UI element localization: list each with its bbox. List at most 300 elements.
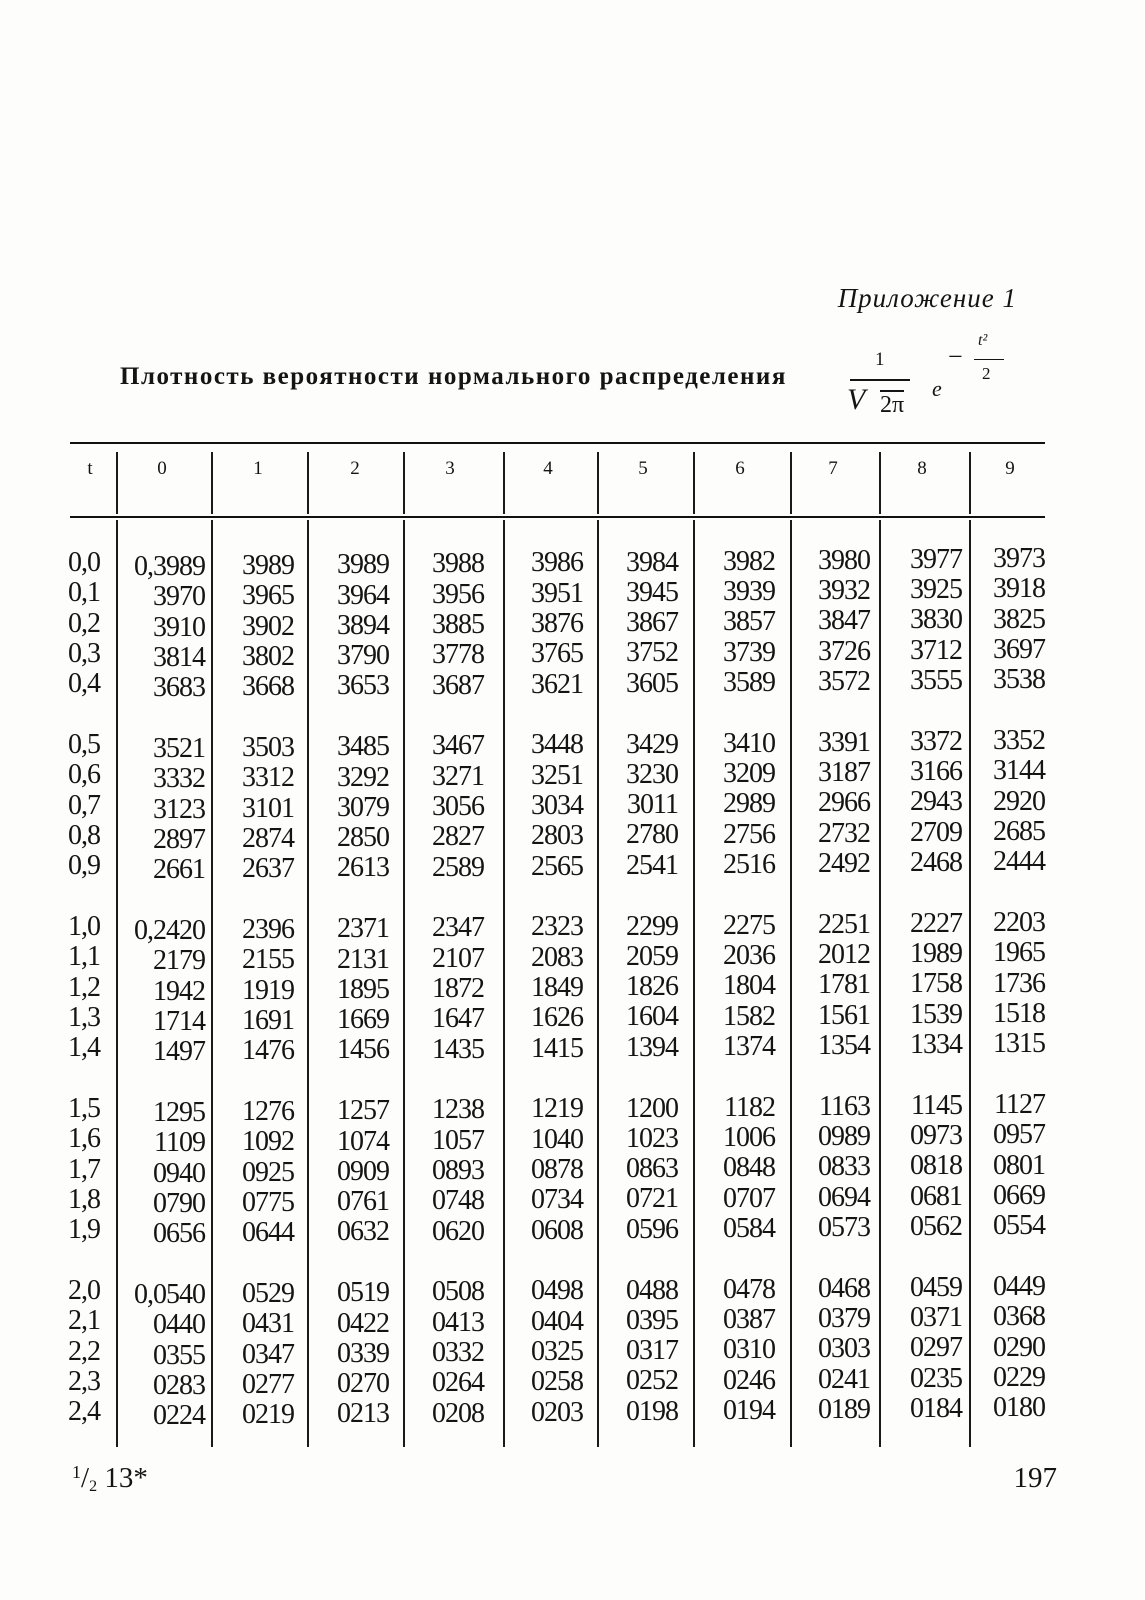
header-divider: [503, 452, 505, 514]
table-cell: 2732: [818, 817, 870, 849]
table-cell: 2780: [626, 819, 678, 851]
table-cell: 3292: [337, 761, 389, 793]
row-label: 0,0: [68, 547, 100, 578]
column-header: 6: [735, 458, 745, 479]
table-cell: 3847: [818, 605, 870, 637]
table-cell: 3572: [818, 665, 870, 697]
formula-exponent-base: e: [932, 376, 942, 401]
table-cell: 3687: [432, 669, 484, 701]
table-cell: 3101: [242, 792, 294, 824]
table-cell: 3271: [432, 760, 484, 792]
table-cell: 3538: [993, 664, 1045, 696]
table-cell: 0449: [993, 1270, 1045, 1302]
table-cell: 3925: [910, 574, 962, 606]
table-cell: 3683: [153, 672, 205, 704]
table-cell: 0529: [242, 1278, 294, 1310]
column-header-t: t: [87, 458, 93, 479]
table-cell: 3790: [337, 640, 389, 672]
formula-fraction-bar: [850, 379, 910, 381]
row-label: 0,4: [68, 668, 100, 700]
table-cell: 0488: [626, 1274, 678, 1306]
table-cell: 0347: [242, 1338, 294, 1370]
table-cell: 1276: [242, 1096, 294, 1128]
table-cell: 1691: [242, 1005, 294, 1037]
table-cell: 1919: [242, 974, 294, 1006]
printer-signature: [72, 1462, 148, 1496]
table-cell: 3951: [531, 577, 583, 609]
table-cell: 3918: [993, 573, 1045, 605]
table-cell: 3977: [910, 543, 962, 575]
table-cell: 0283: [153, 1369, 205, 1401]
table-cell: 0277: [242, 1369, 294, 1401]
table-cell: 2920: [993, 785, 1045, 817]
table-cell: 3932: [818, 575, 870, 607]
row-label: 0,7: [68, 789, 100, 821]
table-cell: 2203: [993, 906, 1045, 938]
table-cell: 3825: [993, 603, 1045, 635]
table-cell: 3056: [432, 790, 484, 822]
row-label: 0,6: [68, 759, 100, 791]
table-cell: 0863: [626, 1153, 678, 1185]
table-cell: 0940: [153, 1157, 205, 1189]
table-cell: 0608: [531, 1214, 583, 1246]
table-cell: 0818: [910, 1150, 962, 1182]
table-cell: 0252: [626, 1365, 678, 1397]
table-cell: 3123: [153, 793, 205, 825]
table-cell: 3312: [242, 762, 294, 794]
signature-fraction-numerator: 1: [72, 1462, 81, 1482]
table-cell: 3752: [626, 637, 678, 669]
signature-fraction-separator: /: [81, 1462, 90, 1494]
header-divider: [307, 452, 309, 514]
table-cell: 3429: [626, 728, 678, 760]
table-cell: 2541: [626, 849, 678, 881]
table-cell: 2943: [910, 786, 962, 818]
table-cell: 0573: [818, 1211, 870, 1243]
table-cell: 1989: [910, 938, 962, 970]
table-cell: 1182: [724, 1091, 775, 1123]
table-cell: 1435: [432, 1033, 484, 1065]
header-divider: [969, 452, 971, 514]
signature-rest: 13*: [104, 1462, 148, 1494]
table-cell: 1561: [818, 999, 870, 1031]
table-cell: 3485: [337, 731, 389, 763]
table-cell: 0194: [723, 1394, 775, 1426]
header-divider: [116, 452, 118, 514]
table-cell: 3391: [818, 726, 870, 758]
table-cell: 1315: [993, 1028, 1045, 1060]
table-cell: 0290: [993, 1331, 1045, 1363]
table-cell: 0833: [818, 1151, 870, 1183]
table-cell: 0878: [531, 1154, 583, 1186]
table-cell: 0213: [337, 1398, 389, 1430]
table-cell: 2227: [910, 907, 962, 939]
table-cell: 0264: [432, 1367, 484, 1399]
row-label: 2,4: [68, 1396, 100, 1428]
table-cell: 1092: [242, 1126, 294, 1158]
table-cell: 3144: [993, 755, 1045, 787]
table-cell: 3989: [242, 550, 294, 582]
table-cell: 1826: [626, 971, 678, 1003]
row-label: 1,2: [68, 971, 100, 1003]
row-label: 1,8: [68, 1183, 100, 1215]
table-cell: 1354: [818, 1029, 870, 1061]
table-cell: 1539: [910, 998, 962, 1030]
table-cell: 2396: [242, 914, 294, 946]
table-cell: 2347: [432, 912, 484, 944]
table-cell: 3410: [723, 727, 775, 759]
header-divider: [693, 452, 695, 514]
row-label: 2,0: [68, 1275, 100, 1306]
table-cell: 3970: [153, 581, 205, 613]
table-cell: 3555: [910, 665, 962, 697]
column-header: 9: [1005, 458, 1015, 479]
table-cell: 3697: [993, 633, 1045, 665]
table-header-rule: [70, 516, 1045, 518]
table-cell: 2827: [432, 821, 484, 853]
table-cell: 0189: [818, 1393, 870, 1425]
table-cell: 3187: [818, 757, 870, 789]
table-cell: 3876: [531, 608, 583, 640]
formula-radical-sign: V: [847, 383, 866, 416]
table-cell: 0219: [242, 1399, 294, 1431]
table-cell: 2251: [818, 908, 870, 940]
table-cell: 0694: [818, 1181, 870, 1213]
row-label: 0,1: [68, 577, 100, 609]
table-cell: 2131: [337, 943, 389, 975]
table-cell: 3902: [242, 610, 294, 642]
table-cell: 0270: [337, 1368, 389, 1400]
table-cell: 0989: [818, 1121, 870, 1153]
row-label: 0,5: [68, 729, 100, 760]
table-cell: 2468: [910, 847, 962, 879]
table-cell: 1257: [337, 1095, 389, 1127]
table-cell: 1714: [153, 1005, 205, 1037]
table-cell: 3945: [626, 576, 678, 608]
table-cell: 2371: [337, 913, 389, 945]
table-cell: 0973: [910, 1120, 962, 1152]
table-cell: 0235: [910, 1362, 962, 1394]
table-cell: 0459: [910, 1271, 962, 1303]
table-cell: 2613: [337, 852, 389, 884]
table-cell: 0893: [432, 1154, 484, 1186]
table-cell: 2107: [432, 942, 484, 974]
table-cell: 2803: [531, 820, 583, 852]
table-cell: 3939: [723, 575, 775, 607]
table-cell: 0198: [626, 1395, 678, 1427]
table-cell: 1942: [153, 975, 205, 1007]
table-cell: 1849: [531, 972, 583, 1004]
table-cell: 3230: [626, 758, 678, 790]
table-cell: 2661: [153, 854, 205, 886]
page-title: Плотность вероятности нормального распределения: [120, 363, 787, 390]
table-cell: 0562: [910, 1211, 962, 1243]
row-label: 1,3: [68, 1001, 100, 1033]
table-cell: 1295: [153, 1097, 205, 1129]
table-cell: 2709: [910, 816, 962, 848]
table-cell: 0468: [818, 1272, 870, 1304]
density-formula: [842, 332, 1022, 430]
table-cell: 0208: [432, 1397, 484, 1429]
table-cell: 1518: [993, 997, 1045, 1029]
row-label: 0,2: [68, 607, 100, 639]
table-cell: 0184: [910, 1393, 962, 1425]
table-cell: 3521: [153, 733, 205, 765]
header-divider: [790, 452, 792, 514]
table-cell: 0748: [432, 1185, 484, 1217]
table-cell: 0332: [432, 1336, 484, 1368]
table-cell: 0957: [993, 1119, 1045, 1151]
row-label: 2,2: [68, 1335, 100, 1367]
table-cell: 2059: [626, 940, 678, 972]
table-cell: 1895: [337, 973, 389, 1005]
table-cell: 0761: [337, 1186, 389, 1218]
table-cell: 3209: [723, 757, 775, 789]
table-cell: 0925: [242, 1156, 294, 1188]
table-cell: 0241: [818, 1363, 870, 1395]
table-cell: 1334: [910, 1029, 962, 1061]
table-cell: 1127: [994, 1088, 1045, 1120]
table-cell: 1736: [993, 967, 1045, 999]
column-header: 7: [828, 458, 838, 479]
table-cell: 2989: [723, 788, 775, 820]
table-cell: 0,3989: [134, 551, 205, 583]
table-cell: 3034: [531, 790, 583, 822]
table-cell: 1476: [242, 1035, 294, 1067]
table-cell: 3814: [153, 641, 205, 673]
table-cell: 2275: [723, 909, 775, 941]
table-cell: 3964: [337, 579, 389, 611]
table-cell: 3621: [531, 668, 583, 700]
table-cell: 0229: [993, 1361, 1045, 1393]
table-cell: 0224: [153, 1400, 205, 1432]
column-header: 0: [157, 458, 167, 479]
column-header: 1: [253, 458, 263, 479]
table-cell: 0632: [337, 1216, 389, 1248]
header-divider: [403, 452, 405, 514]
table-cell: 1394: [626, 1031, 678, 1063]
table-cell: 0554: [993, 1210, 1045, 1242]
table-cell: 0180: [993, 1392, 1045, 1424]
table-cell: 3079: [337, 791, 389, 823]
signature-fraction-denominator: 2: [89, 1478, 98, 1495]
table-cell: 0790: [153, 1187, 205, 1219]
column-header: 5: [638, 458, 648, 479]
table-cell: 3988: [432, 548, 484, 580]
table-cell: 2897: [153, 823, 205, 855]
table-cell: 1415: [531, 1032, 583, 1064]
row-label: 0,3: [68, 637, 100, 669]
table-cell: 3982: [723, 545, 775, 577]
table-cell: 2589: [432, 851, 484, 883]
header-divider: [597, 452, 599, 514]
table-cell: 0339: [337, 1337, 389, 1369]
table-cell: 0508: [432, 1276, 484, 1308]
row-label: 1,4: [68, 1032, 100, 1064]
table-cell: 3802: [242, 641, 294, 673]
table-cell: 2516: [723, 848, 775, 880]
table-cell: 0355: [153, 1339, 205, 1371]
table-cell: 0734: [531, 1184, 583, 1216]
table-cell: 3251: [531, 759, 583, 791]
table-cell: 2012: [818, 939, 870, 971]
table-cell: 0413: [432, 1306, 484, 1338]
table-cell: 3956: [432, 578, 484, 610]
table-cell: 2444: [993, 846, 1045, 878]
table-cell: 1965: [993, 937, 1045, 969]
row-label: 1,1: [68, 941, 100, 973]
row-label: 1,9: [68, 1214, 100, 1246]
table-cell: 2685: [993, 815, 1045, 847]
column-divider: [116, 520, 118, 1447]
table-cell: 1781: [818, 969, 870, 1001]
table-cell: 3352: [993, 724, 1045, 756]
table-cell: 3653: [337, 670, 389, 702]
table-cell: 3989: [337, 549, 389, 581]
table-cell: 0379: [818, 1303, 870, 1335]
table-cell: 2874: [242, 823, 294, 855]
header-divider: [879, 452, 881, 514]
table-cell: 0,2420: [134, 915, 205, 947]
table-top-rule: [70, 442, 1045, 444]
table-cell: 2083: [531, 941, 583, 973]
table-cell: 3011: [627, 789, 678, 821]
row-label: 1,7: [68, 1153, 100, 1185]
table-cell: 3166: [910, 756, 962, 788]
table-cell: 3965: [242, 580, 294, 612]
table-cell: 0620: [432, 1215, 484, 1247]
table-cell: 0404: [531, 1305, 583, 1337]
table-cell: 0596: [626, 1213, 678, 1245]
table-cell: 0775: [242, 1187, 294, 1219]
table-cell: 0644: [242, 1217, 294, 1249]
table-cell: 0325: [531, 1336, 583, 1368]
table-cell: 3885: [432, 608, 484, 640]
table-cell: 3668: [242, 671, 294, 703]
page-number: 197: [1013, 1462, 1057, 1494]
table-cell: 0909: [337, 1155, 389, 1187]
table-cell: 1647: [432, 1003, 484, 1035]
table-cell: 2637: [242, 853, 294, 885]
formula-exponent-numerator: t²: [978, 332, 988, 349]
table-cell: 0584: [723, 1212, 775, 1244]
table-cell: 3467: [432, 730, 484, 762]
table-cell: 2299: [626, 910, 678, 942]
table-cell: 3857: [723, 606, 775, 638]
table-cell: 2179: [153, 945, 205, 977]
table-cell: 3894: [337, 609, 389, 641]
table-cell: 3984: [626, 546, 678, 578]
table-cell: 1200: [626, 1092, 678, 1124]
row-label: 1,0: [68, 911, 100, 942]
table-cell: 3867: [626, 607, 678, 639]
table-cell: 1057: [432, 1124, 484, 1156]
table-cell: 1456: [337, 1034, 389, 1066]
table-cell: 1145: [911, 1089, 962, 1121]
formula-exponent-denominator: 2: [982, 364, 991, 383]
table-cell: 3973: [993, 542, 1045, 574]
table-cell: 1497: [153, 1036, 205, 1068]
table-cell: 2756: [723, 818, 775, 850]
table-cell: 0422: [337, 1307, 389, 1339]
table-cell: 1109: [154, 1127, 205, 1159]
table-cell: 2492: [818, 847, 870, 879]
table-cell: 0478: [723, 1273, 775, 1305]
table-cell: 0297: [910, 1332, 962, 1364]
row-label: 1,6: [68, 1123, 100, 1155]
table-cell: 2850: [337, 822, 389, 854]
table-cell: 3372: [910, 725, 962, 757]
table-cell: 0656: [153, 1218, 205, 1250]
table-cell: 3503: [242, 732, 294, 764]
table-cell: 0519: [337, 1277, 389, 1309]
table-cell: 1669: [337, 1004, 389, 1036]
table-cell: 3739: [723, 636, 775, 668]
table-cell: 2155: [242, 944, 294, 976]
table-cell: 3332: [153, 763, 205, 795]
table-cell: 0371: [910, 1302, 962, 1334]
column-header: 3: [445, 458, 455, 479]
row-label: 0,9: [68, 850, 100, 882]
row-label: 0,8: [68, 819, 100, 851]
table-cell: 0317: [626, 1335, 678, 1367]
formula-exponent-bar: [974, 359, 1004, 360]
table-cell: 3605: [626, 667, 678, 699]
table-cell: 1163: [819, 1090, 870, 1122]
table-cell: 0395: [626, 1304, 678, 1336]
table-cell: 0721: [626, 1183, 678, 1215]
formula-numerator: 1: [875, 349, 885, 370]
table-cell: 2565: [531, 850, 583, 882]
table-cell: 3712: [910, 634, 962, 666]
table-cell: 3986: [531, 547, 583, 579]
table-cell: 0368: [993, 1301, 1045, 1333]
table-cell: 0498: [531, 1275, 583, 1307]
column-header: 2: [350, 458, 360, 479]
table-cell: 1604: [626, 1001, 678, 1033]
table-cell: 0707: [723, 1182, 775, 1214]
table-cell: 0203: [531, 1396, 583, 1428]
table-cell: 3765: [531, 638, 583, 670]
column-header: 8: [917, 458, 927, 479]
table-cell: 1219: [531, 1093, 583, 1125]
table-cell: 0431: [242, 1308, 294, 1340]
header-divider: [211, 452, 213, 514]
table-cell: 0246: [723, 1364, 775, 1396]
table-cell: 1023: [626, 1122, 678, 1154]
table-cell: 2323: [531, 911, 583, 943]
table-cell: 1074: [337, 1125, 389, 1157]
table-cell: 3589: [723, 666, 775, 698]
table-cell: 3830: [910, 604, 962, 636]
row-label: 1,5: [68, 1093, 100, 1124]
appendix-label: Приложение 1: [837, 283, 1017, 313]
table-cell: 3980: [818, 544, 870, 576]
table-cell: 1582: [723, 1000, 775, 1032]
row-label: 2,1: [68, 1305, 100, 1337]
table-cell: 0681: [910, 1180, 962, 1212]
table-cell: 3910: [153, 611, 205, 643]
table-cell: 3726: [818, 635, 870, 667]
table-cell: 0848: [723, 1152, 775, 1184]
table-cell: 0801: [993, 1149, 1045, 1181]
table-cell: 1804: [723, 970, 775, 1002]
table-cell: 1238: [432, 1094, 484, 1126]
table-cell: 1374: [723, 1030, 775, 1062]
table-cell: 0303: [818, 1333, 870, 1365]
table-cell: 1040: [531, 1123, 583, 1155]
table-cell: 1758: [910, 968, 962, 1000]
